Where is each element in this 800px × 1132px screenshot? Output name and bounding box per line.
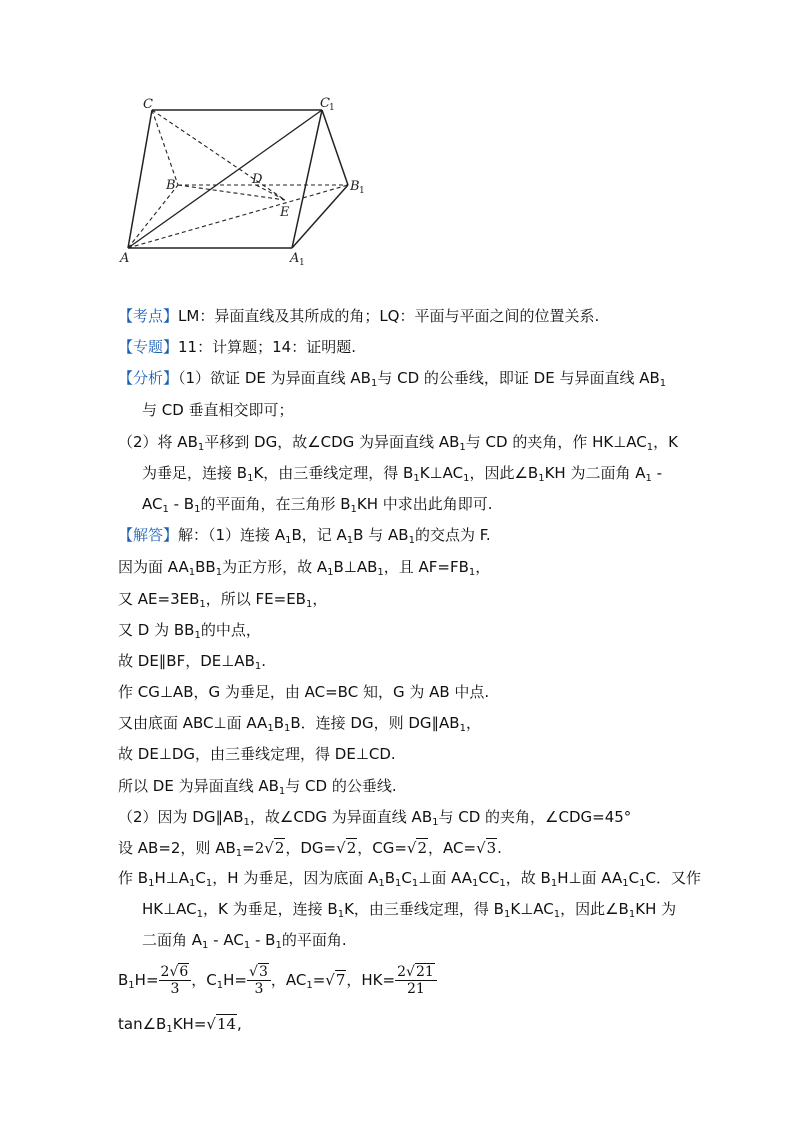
- sqrt-expr: [407, 838, 428, 857]
- text: BB: [195, 558, 216, 576]
- edge-A1-B1: [292, 185, 348, 248]
- text: ，所以 FE=EB: [205, 590, 306, 608]
- text: KH 为二面角 A: [544, 464, 646, 482]
- text: C．又作: [645, 869, 701, 887]
- sub: 1: [538, 473, 545, 484]
- label-A1-sub: 1: [299, 258, 305, 268]
- kaodian-text: LM：异面直线及其所成的角；LQ：平面与平面之间的位置关系.: [178, 307, 600, 325]
- text: （2）因为 DG∥AB: [118, 808, 244, 826]
- text: ，且 AF=FB: [383, 558, 469, 576]
- radicand: 2: [346, 839, 357, 857]
- sub: 1: [553, 909, 561, 920]
- sub: 1: [306, 980, 313, 991]
- sqrt-expr: [336, 838, 357, 857]
- sub: 1: [628, 909, 636, 920]
- text: ，H 为垂足，因为底面 A: [212, 869, 379, 887]
- text: 作 B: [118, 869, 149, 887]
- sub: 1: [432, 817, 439, 828]
- text: 又 D 为 BB: [118, 621, 195, 639]
- text: KH 为: [635, 900, 677, 918]
- sub: 1: [194, 504, 201, 515]
- jieda-line-9: [118, 776, 800, 796]
- jieda-line-12: [118, 868, 800, 888]
- zhuanti-text: 11：计算题；14：证明题.: [178, 338, 356, 356]
- sub: 1: [196, 909, 204, 920]
- sub: 1: [395, 878, 402, 889]
- radical: √: [336, 839, 346, 857]
- text: =: [242, 839, 255, 857]
- text: ，AC=: [428, 839, 477, 857]
- text: .: [497, 839, 502, 857]
- text: C: [628, 869, 640, 887]
- text: ，: [312, 590, 328, 608]
- jieda-line-8: [118, 744, 800, 764]
- radicand: 3: [486, 839, 497, 857]
- radicand: 3: [258, 964, 268, 980]
- jieda-line-10: [118, 807, 800, 827]
- denominator: 21: [407, 981, 425, 997]
- sub: 1: [278, 786, 286, 797]
- sub: 1: [408, 535, 415, 546]
- text: AC: [142, 495, 163, 513]
- text: （1）欲证 DE 为异面直线 AB: [178, 369, 371, 387]
- text: B，记 A: [291, 526, 347, 544]
- radical: √: [325, 971, 335, 989]
- text: - B: [250, 931, 276, 949]
- sub: 1: [645, 473, 652, 484]
- text: ，因此∠B: [560, 900, 629, 918]
- radicand: 6: [179, 964, 189, 980]
- text: 与 CD 的公垂线.: [285, 777, 397, 795]
- fenxi-line-5: [142, 494, 800, 514]
- radicand: 14: [216, 1015, 237, 1033]
- text: 平移到 DG，故∠CDG 为异面直线 AB: [204, 433, 460, 451]
- sub: 1: [622, 878, 629, 889]
- text: ，因此∠B: [469, 464, 539, 482]
- jieda-line-13: [142, 899, 800, 919]
- text: 设 AB=2，则 AB: [118, 839, 236, 857]
- text: ,: [237, 1015, 242, 1033]
- sub: 1: [327, 567, 334, 578]
- sub: 1: [346, 535, 354, 546]
- kaodian-line: [118, 306, 800, 326]
- text: KH 中求出此角即可.: [356, 495, 493, 513]
- radical: √: [406, 964, 415, 980]
- text: - B: [168, 495, 195, 513]
- edge-A-C1: [128, 110, 322, 248]
- label-B1: B: [350, 179, 360, 194]
- text: ，故 B: [505, 869, 551, 887]
- coef: 2: [254, 839, 265, 857]
- sub: 1: [370, 378, 378, 389]
- fenxi-tag: 【分析】: [118, 369, 179, 387]
- radicand: 21: [415, 964, 434, 980]
- fenxi-line-4: [142, 463, 800, 483]
- text: （2）将 AB: [118, 433, 198, 451]
- sub: 1: [202, 940, 209, 951]
- text: B: [273, 714, 284, 732]
- text: ，CG=: [357, 839, 407, 857]
- sub: 1: [413, 473, 420, 484]
- text: 所以 DE 为异面直线 AB: [118, 777, 279, 795]
- sub: 1: [463, 473, 470, 484]
- radical: √: [406, 839, 417, 857]
- sub: 1: [254, 661, 262, 672]
- radical: √: [264, 839, 274, 857]
- sub: 1: [216, 980, 224, 991]
- text: .: [261, 652, 267, 670]
- jieda-line-2: [118, 557, 800, 577]
- text: ，: [465, 714, 481, 732]
- label-C1-sub: 1: [329, 103, 335, 113]
- text: B⊥AB: [333, 558, 378, 576]
- text: B: [384, 869, 396, 887]
- text: 的中点，: [200, 621, 261, 639]
- text: 为正方形，故 A: [222, 558, 328, 576]
- text: 的交点为 F.: [414, 526, 491, 544]
- sub: 1: [194, 630, 201, 641]
- text: 又 AE=3EB: [118, 590, 200, 608]
- text: H⊥面 AA: [557, 869, 623, 887]
- sub: 1: [166, 1024, 173, 1035]
- prism-figure: [110, 88, 380, 268]
- sub: 1: [378, 878, 385, 889]
- fraction-b1h: [159, 964, 192, 997]
- zhuanti-line: [118, 337, 800, 357]
- sub: 1: [189, 878, 196, 889]
- sub: 1: [377, 567, 384, 578]
- text: CC: [478, 869, 500, 887]
- sub: 1: [283, 723, 291, 734]
- sub: 1: [215, 567, 223, 578]
- jieda-line-16: [118, 1014, 800, 1034]
- jieda-line-7: [118, 713, 800, 733]
- sub: 1: [337, 909, 345, 920]
- label-C1: C: [320, 96, 330, 111]
- sqrt-expr: [255, 838, 286, 857]
- sub: 1: [459, 442, 466, 453]
- text: H⊥A: [154, 869, 190, 887]
- denominator: 3: [170, 981, 180, 997]
- sub: 1: [472, 878, 479, 889]
- sub: 1: [199, 599, 206, 610]
- radical: √: [476, 839, 486, 857]
- jieda-line-6: [118, 682, 800, 702]
- text: 因为面 AA: [118, 558, 189, 576]
- edge-C-B: [152, 110, 178, 185]
- text: 与 CD 的公垂线，即证 DE 与异面直线 AB: [377, 369, 660, 387]
- coef: 2: [160, 964, 170, 980]
- sqrt-expr: [206, 1014, 237, 1033]
- radical: √: [249, 964, 258, 980]
- sub: 1: [305, 599, 313, 610]
- text: tan∠B: [118, 1015, 167, 1033]
- edge-A-B1: [128, 185, 348, 248]
- fraction-c1h: [247, 964, 271, 997]
- fraction-hk: [395, 964, 437, 997]
- fenxi-line-3: [118, 432, 800, 452]
- sub: 1: [188, 567, 196, 578]
- sub: 1: [459, 723, 466, 734]
- sub: 1: [128, 980, 135, 991]
- sub: 1: [197, 442, 205, 453]
- edge-B-E: [178, 185, 285, 200]
- text: 解：（1）连接 A: [178, 526, 286, 544]
- jieda-line-14: [142, 930, 800, 950]
- text: ，故∠CDG 为异面直线 AB: [249, 808, 433, 826]
- jieda-line-5: [118, 651, 800, 671]
- text: - AC: [208, 931, 244, 949]
- text: 又由底面 ABC⊥面 AA: [118, 714, 268, 732]
- edge-A-B: [128, 185, 178, 248]
- text: HK⊥AC: [142, 900, 197, 918]
- numerator: [247, 964, 271, 981]
- fenxi-line-1: [118, 368, 800, 388]
- text: 与 CD 的夹角，作 HK⊥AC: [465, 433, 647, 451]
- text: K⊥AC: [419, 464, 464, 482]
- sub: 1: [411, 878, 419, 889]
- label-A1: A: [290, 251, 300, 266]
- text: ，HK=: [346, 971, 396, 989]
- text: 的平面角.: [281, 931, 347, 949]
- sub: 1: [639, 878, 646, 889]
- text: =: [312, 971, 326, 989]
- text: ，K 为垂足，连接 B: [203, 900, 338, 918]
- sub: 1: [499, 878, 506, 889]
- jieda-tag: 【解答】: [118, 526, 179, 544]
- numerator: [159, 964, 192, 981]
- sub: 1: [148, 878, 155, 889]
- sub: 1: [162, 504, 169, 515]
- sqrt-expr: [325, 970, 346, 989]
- jieda-line-11: [118, 838, 800, 858]
- label-B: B: [166, 178, 176, 193]
- text: 的平面角，在三角形 B: [200, 495, 351, 513]
- text: 故 DE⊥DG，由三垂线定理，得 DE⊥CD.: [118, 745, 396, 763]
- text: B 与 AB: [353, 526, 409, 544]
- text: ，K: [653, 433, 678, 451]
- sub: 1: [267, 723, 274, 734]
- sub: 1: [205, 878, 213, 889]
- edge-C-A: [128, 110, 152, 248]
- sub: 1: [235, 848, 243, 859]
- text: B．连接 DG，则 DG∥AB: [290, 714, 460, 732]
- numerator: [395, 964, 437, 981]
- coef: 2: [397, 964, 407, 980]
- text: K⊥AC: [510, 900, 554, 918]
- text: KH=: [172, 1015, 207, 1033]
- text: C: [401, 869, 412, 887]
- text: K，由三垂线定理，得 B: [253, 464, 414, 482]
- edge-C1-B1: [322, 110, 348, 185]
- jieda-line-1: [118, 525, 800, 545]
- radical: √: [206, 1015, 216, 1033]
- label-B1-sub: 1: [359, 186, 365, 196]
- edge-C1-A1: [292, 110, 322, 248]
- sub: 1: [659, 378, 667, 389]
- kaodian-tag: 【考点】: [118, 307, 179, 325]
- text: 作 CG⊥AB，G 为垂足，由 AC=BC 知，G 为 AB 中点.: [118, 683, 490, 701]
- sub: 1: [243, 817, 250, 828]
- radicand: 7: [335, 971, 346, 989]
- sub: 1: [350, 504, 357, 515]
- text: ，C: [191, 971, 217, 989]
- fenxi-line-2: [142, 400, 800, 420]
- denominator: 3: [254, 981, 264, 997]
- sub: 1: [275, 940, 282, 951]
- sub: 1: [285, 535, 292, 546]
- sub: 1: [468, 567, 476, 578]
- sub: 1: [243, 940, 251, 951]
- text: 故 DE∥BF，DE⊥AB: [118, 652, 255, 670]
- text: 与 CD 垂直相交即可；: [142, 401, 294, 419]
- sub: 1: [646, 442, 654, 453]
- jieda-line-3: [118, 589, 800, 609]
- zhuanti-tag: 【专题】: [118, 338, 179, 356]
- sub: 1: [550, 878, 558, 889]
- sqrt-expr: [476, 838, 497, 857]
- sub: 1: [503, 909, 511, 920]
- label-E: E: [280, 205, 290, 220]
- text: -: [651, 464, 663, 482]
- text: ，AC: [270, 971, 307, 989]
- text: H=: [134, 971, 159, 989]
- label-A: A: [120, 251, 130, 266]
- radicand: 2: [274, 839, 285, 857]
- label-C: C: [143, 97, 153, 112]
- text: C: [195, 869, 206, 887]
- text: H=: [223, 971, 248, 989]
- radical: √: [169, 964, 179, 980]
- label-D: D: [252, 172, 263, 187]
- jieda-line-4: [118, 620, 800, 640]
- text: B: [118, 971, 129, 989]
- text: ⊥面 AA: [418, 869, 473, 887]
- text: 为垂足，连接 B: [142, 464, 248, 482]
- text: ，DG=: [285, 839, 337, 857]
- text: 二面角 A: [142, 931, 203, 949]
- text: K，由三垂线定理，得 B: [344, 900, 504, 918]
- text: 与 CD 的夹角，∠CDG=45°: [438, 808, 632, 826]
- text: ，: [475, 558, 491, 576]
- sub: 1: [247, 473, 254, 484]
- radicand: 2: [417, 839, 428, 857]
- jieda-line-15: [118, 962, 800, 998]
